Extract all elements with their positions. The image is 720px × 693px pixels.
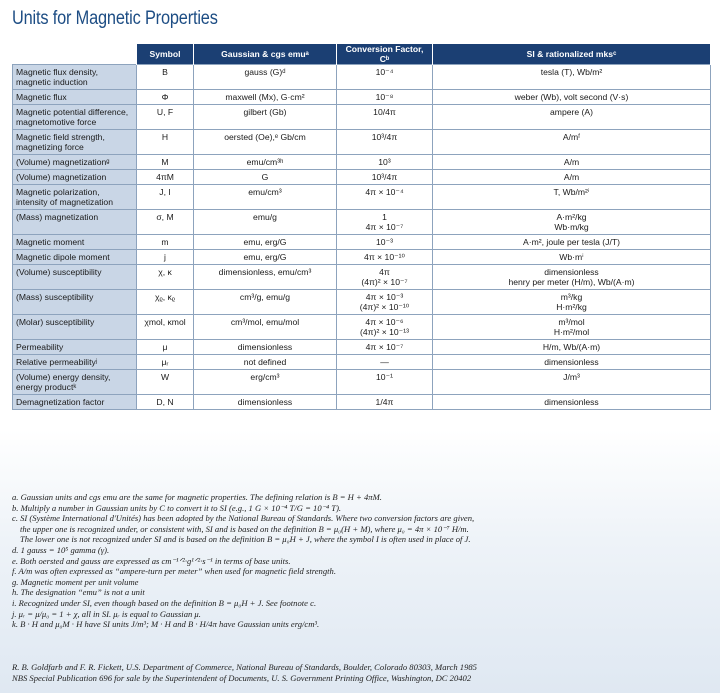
conversion-cell	[337, 185, 433, 210]
conversion-cell	[337, 250, 433, 265]
symbol-cell: D, N	[137, 395, 194, 410]
quantity-cell	[13, 355, 137, 370]
footnote: j. μᵣ = μ/μ₀ = 1 + χ, all in SI. μᵣ is equal to Gaussian μ.	[12, 608, 201, 619]
conversion-line: 4π × 10⁻³	[365, 292, 404, 302]
quantity-cell	[13, 315, 137, 340]
table-row	[13, 290, 711, 315]
credit-block	[12, 662, 712, 684]
conversion-line: 10⁻³	[376, 237, 393, 247]
conversion-cell	[337, 105, 433, 130]
si-cell	[433, 65, 711, 90]
footnote: b. Multiply a number in Gaussian units by C to convert it to SI (e.g., 1 G × 10⁻⁴ T/G = 10⁻⁴ T).	[12, 502, 342, 513]
conversion-cell	[337, 290, 433, 315]
table-row	[13, 65, 711, 90]
table-row	[13, 155, 711, 170]
table-row	[13, 315, 711, 340]
conversion-cell	[337, 210, 433, 235]
si-line: A/mᶠ	[562, 132, 581, 142]
gaussian-cell: cm³/mol, emu/mol	[194, 315, 337, 340]
si-line: Wb·m/kg	[554, 222, 589, 232]
si-cell	[433, 185, 711, 210]
conversion-cell	[337, 235, 433, 250]
si-line: A/m	[563, 157, 580, 167]
footnote: d. 1 gauss = 10⁵ gamma (γ).	[12, 544, 110, 555]
quantity-cell	[13, 170, 137, 185]
quantity-line: Relative permeabilityʲ	[16, 357, 98, 367]
symbol-cell: Φ	[137, 90, 194, 105]
symbol-cell: B	[137, 65, 194, 90]
quantity-line: (Volume) energy density,	[16, 372, 111, 382]
symbol-cell: μ	[137, 340, 194, 355]
symbol-cell: W	[137, 370, 194, 395]
table-row	[13, 105, 711, 130]
quantity-cell	[13, 155, 137, 170]
symbol-cell: χmol, κmol	[137, 315, 194, 340]
gaussian-cell: emu/g	[194, 210, 337, 235]
quantity-cell	[13, 185, 137, 210]
conversion-cell	[337, 130, 433, 155]
table-row	[13, 370, 711, 395]
quantity-cell	[13, 105, 137, 130]
conversion-line: 10³	[378, 157, 391, 167]
si-line: H/m, Wb/(A·m)	[542, 342, 601, 352]
si-cell	[433, 90, 711, 105]
gaussian-cell: emu, erg/G	[194, 250, 337, 265]
table-row	[13, 265, 711, 290]
conversion-line: 10⁻¹	[376, 372, 393, 382]
credit-line: NBS Special Publication 696 for sale by the Superintendent of Documents, U. S. Government Printing Office, Washington, DC 20402	[12, 673, 472, 683]
si-cell	[433, 265, 711, 290]
table-row	[13, 355, 711, 370]
conversion-cell	[337, 170, 433, 185]
si-line: ampere (A)	[550, 107, 593, 117]
quantity-cell	[13, 340, 137, 355]
conversion-line: 10³/4π	[371, 132, 398, 142]
si-cell	[433, 155, 711, 170]
quantity-line: (Volume) magnetizationᵍ	[16, 157, 110, 167]
footnote: g. Magnetic moment per unit volume	[12, 576, 139, 587]
units-table	[12, 44, 711, 410]
gaussian-cell: emu/cm³ʰ	[194, 155, 337, 170]
table-row	[13, 395, 711, 410]
footnote: e. Both oersted and gauss are expressed as cm⁻¹ᐟ²·g¹ᐟ²·s⁻¹ in terms of base units.	[12, 555, 291, 566]
table-row	[13, 90, 711, 105]
si-cell	[433, 340, 711, 355]
quantity-line: Magnetic moment	[16, 237, 85, 247]
si-line: T, Wb/m²ⁱ	[553, 187, 590, 197]
table-row	[13, 235, 711, 250]
si-line: A/m	[563, 172, 580, 182]
conversion-cell	[337, 370, 433, 395]
conversion-line: 4π × 10⁻⁷	[365, 342, 404, 352]
gaussian-cell: dimensionless, emu/cm³	[194, 265, 337, 290]
quantity-line: magnetic induction	[16, 77, 88, 87]
conversion-line: 10⁻⁸	[375, 92, 394, 102]
quantity-line: Demagnetization factor	[16, 397, 105, 407]
conversion-cell	[337, 65, 433, 90]
quantity-line: Magnetic polarization,	[16, 187, 100, 197]
symbol-cell: m	[137, 235, 194, 250]
si-line: dimensionless	[544, 267, 599, 277]
footnote: a. Gaussian units and cgs emu are the same for magnetic properties. The defining relation is B = H + 4πM.	[12, 492, 382, 502]
quantity-line: Magnetic flux density,	[16, 67, 98, 77]
header-conversion: Conversion Factor, Cᵇ	[337, 44, 433, 65]
table-row	[13, 185, 711, 210]
si-line: A·m²/kg	[556, 212, 587, 222]
si-line: dimensionless	[544, 357, 599, 367]
quantity-cell	[13, 370, 137, 395]
quantity-cell	[13, 395, 137, 410]
table-row	[13, 340, 711, 355]
quantity-cell	[13, 290, 137, 315]
si-line: m³/kg	[560, 292, 583, 302]
gaussian-cell: G	[194, 170, 337, 185]
si-cell	[433, 105, 711, 130]
table-body	[13, 65, 711, 410]
si-cell	[433, 235, 711, 250]
quantity-line: magnetizing force	[16, 142, 84, 152]
symbol-cell: 4πM	[137, 170, 194, 185]
quantity-cell	[13, 210, 137, 235]
conversion-line: 10⁻⁴	[375, 67, 394, 77]
conversion-cell	[337, 395, 433, 410]
quantity-line: (Mass) magnetization	[16, 212, 99, 222]
symbol-cell: μᵣ	[137, 355, 194, 370]
gaussian-cell: emu/cm³	[194, 185, 337, 210]
footnote: The lower one is not recognized under SI and is based on the definition B = μ₀H + J, where the symbol I is often used in place of J.	[20, 534, 471, 545]
si-line: J/m³	[563, 372, 580, 382]
conversion-line: 10³/4π	[371, 172, 398, 182]
si-cell	[433, 170, 711, 185]
conversion-cell	[337, 90, 433, 105]
gaussian-cell: oersted (Oe),ᵉ Gb/cm	[194, 130, 337, 155]
quantity-cell	[13, 265, 137, 290]
quantity-cell	[13, 235, 137, 250]
table-row	[13, 170, 711, 185]
header-gaussian: Gaussian & cgs emuᵃ	[194, 44, 337, 65]
footnote: h. The designation “emu” is not a unit	[12, 587, 145, 598]
symbol-cell: H	[137, 130, 194, 155]
quantity-line: intensity of magnetization	[16, 197, 113, 207]
quantity-line: energy productᵏ	[16, 382, 77, 392]
gaussian-cell: dimensionless	[194, 395, 337, 410]
symbol-cell: χ, κ	[137, 265, 194, 290]
conversion-line: 4π	[379, 267, 390, 277]
footnote: f. A/m was often expressed as “ampere-turn per meter” when used for magnetic field strength.	[12, 566, 336, 577]
page-title: Units for Magnetic Properties	[12, 8, 218, 29]
si-line: weber (Wb), volt second (V·s)	[514, 92, 629, 102]
table-row	[13, 210, 711, 235]
header-si: SI & rationalized mksᶜ	[433, 44, 711, 65]
si-line: A·m², joule per tesla (J/T)	[523, 237, 620, 247]
conversion-line: 4π × 10⁻⁷	[365, 222, 404, 232]
conversion-line: 10/4π	[373, 107, 396, 117]
si-line: tesla (T), Wb/m²	[540, 67, 603, 77]
quantity-cell	[13, 90, 137, 105]
quantity-line: (Molar) susceptibility	[16, 317, 95, 327]
quantity-line: (Volume) magnetization	[16, 172, 107, 182]
gaussian-cell: cm³/g, emu/g	[194, 290, 337, 315]
si-cell	[433, 290, 711, 315]
conversion-line: —	[380, 357, 389, 367]
si-cell	[433, 210, 711, 235]
conversion-cell	[337, 355, 433, 370]
conversion-line: (4π)² × 10⁻¹⁰	[359, 302, 410, 312]
quantity-line: Magnetic dipole moment	[16, 252, 110, 262]
gaussian-cell: maxwell (Mx), G·cm²	[194, 90, 337, 105]
conversion-line: 4π × 10⁻¹⁰	[364, 252, 405, 262]
si-line: henry per meter (H/m), Wb/(A·m)	[508, 277, 635, 287]
symbol-cell: χᵨ, κᵨ	[137, 290, 194, 315]
quantity-line: Magnetic field strength,	[16, 132, 105, 142]
gaussian-cell: gauss (G)ᵈ	[194, 65, 337, 90]
symbol-cell: σ, M	[137, 210, 194, 235]
conversion-cell	[337, 340, 433, 355]
si-cell	[433, 370, 711, 395]
footnotes	[12, 492, 712, 630]
conversion-line: 1	[382, 212, 387, 222]
quantity-line: Magnetic flux	[16, 92, 67, 102]
quantity-cell	[13, 65, 137, 90]
si-line: m³/mol	[558, 317, 585, 327]
quantity-line: (Volume) susceptibility	[16, 267, 102, 277]
footnote: the upper one is recognized under, or consistent with, SI and is based on the definition B = μ₀(H + M), where μ₀ = 4π × 10⁻⁷ H/m.	[20, 523, 469, 534]
header-symbol: Symbol	[137, 44, 194, 65]
si-cell	[433, 395, 711, 410]
si-cell	[433, 355, 711, 370]
conversion-cell	[337, 315, 433, 340]
table-row	[13, 130, 711, 155]
symbol-cell: U, F	[137, 105, 194, 130]
footnote: k. B · H and μ₀M · H have SI units J/m³; M · H and B · H/4π have Gaussian units erg/cm³.	[12, 619, 320, 630]
table-row	[13, 250, 711, 265]
si-cell	[433, 315, 711, 340]
footnote: c. SI (Système International d'Unités) has been adopted by the National Bureau of Standards. Where two conversion factors are given,	[12, 513, 475, 524]
conversion-line: (4π)² × 10⁻⁷	[361, 277, 408, 287]
conversion-line: 4π × 10⁻⁶	[365, 317, 404, 327]
si-line: dimensionless	[544, 397, 599, 407]
symbol-cell: j	[137, 250, 194, 265]
credit-line: R. B. Goldfarb and F. R. Fickett, U.S. Department of Commerce, National Bureau of Standards, Boulder, Colorado 80303, March 1985	[12, 662, 477, 672]
conversion-line: 4π × 10⁻⁴	[365, 187, 404, 197]
quantity-line: magnetomotive force	[16, 117, 97, 127]
quantity-line: (Mass) susceptibility	[16, 292, 94, 302]
si-line: Wb·mⁱ	[559, 252, 584, 262]
si-line: H·m²/kg	[556, 302, 587, 312]
conversion-cell	[337, 155, 433, 170]
quantity-line: Magnetic potential difference,	[16, 107, 129, 117]
gaussian-cell: erg/cm³	[194, 370, 337, 395]
quantity-line: Permeability	[16, 342, 64, 352]
header-quantity-blank	[13, 44, 137, 65]
gaussian-cell: gilbert (Gb)	[194, 105, 337, 130]
gaussian-cell: dimensionless	[194, 340, 337, 355]
quantity-cell	[13, 250, 137, 265]
si-cell	[433, 250, 711, 265]
symbol-cell: J, I	[137, 185, 194, 210]
conversion-line: 1/4π	[375, 397, 394, 407]
table-header-row	[13, 44, 711, 65]
gaussian-cell: emu, erg/G	[194, 235, 337, 250]
footnote: i. Recognized under SI, even though based on the definition B = μ₀H + J. See footnote c.	[12, 597, 317, 608]
quantity-cell	[13, 130, 137, 155]
si-line: H·m²/mol	[553, 327, 590, 337]
conversion-cell	[337, 265, 433, 290]
si-cell	[433, 130, 711, 155]
gaussian-cell: not defined	[194, 355, 337, 370]
symbol-cell: M	[137, 155, 194, 170]
conversion-line: (4π)² × 10⁻¹³	[360, 327, 409, 337]
